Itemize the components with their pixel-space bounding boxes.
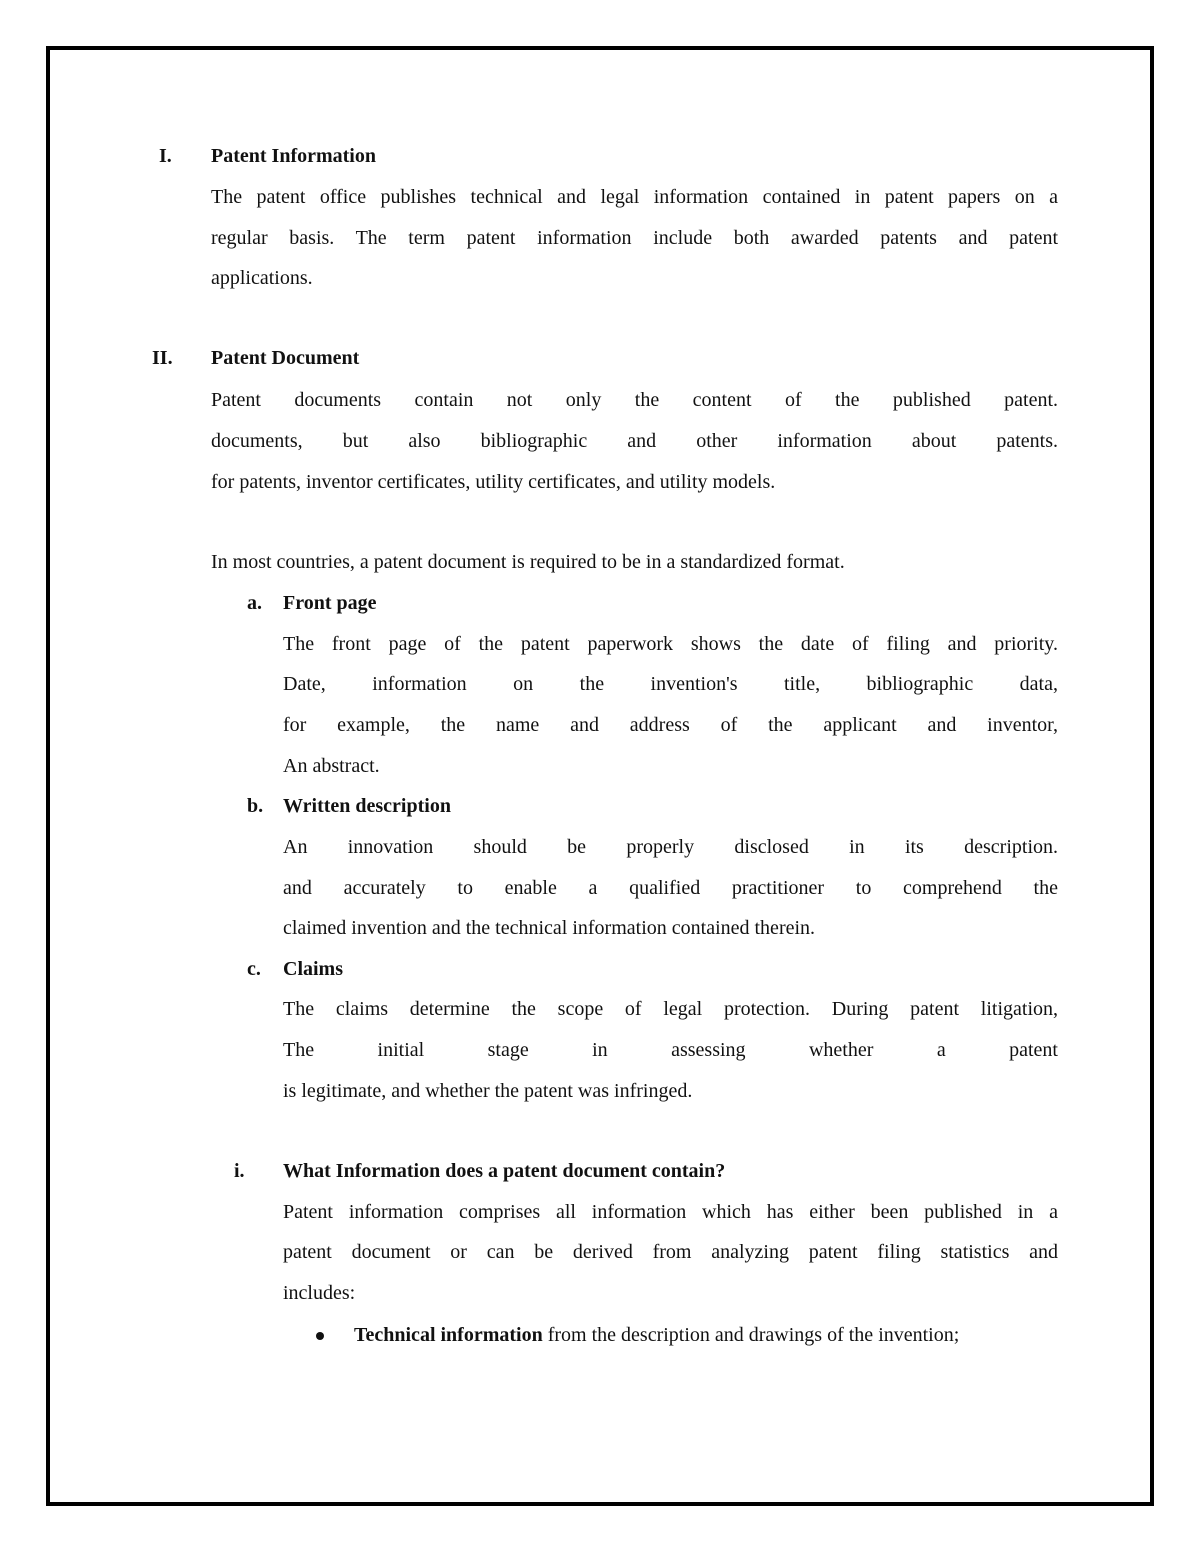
paragraph-line: regular basis. The term patent information include both awarded patents and patent xyxy=(211,227,1058,249)
question-heading: What Information does a patent document contain? xyxy=(283,1160,726,1182)
paragraph-line: and accurately to enable a qualified practitioner to comprehend the xyxy=(283,877,1058,899)
paragraph-line: The initial stage in assessing whether a patent xyxy=(283,1039,1058,1061)
paragraph-line: claimed invention and the technical information contained therein. xyxy=(283,917,816,939)
subsection-heading: Claims xyxy=(283,958,343,980)
subsection-letter: a. xyxy=(247,592,262,614)
paragraph-line: includes: xyxy=(283,1282,356,1304)
paragraph-line: An abstract. xyxy=(283,755,380,777)
paragraph-line: Patent documents contain not only the content of the published patent. xyxy=(211,389,1058,411)
paragraph-line: The front page of the patent paperwork shows the date of filing and priority. xyxy=(283,633,1058,655)
paragraph-line: patent document or can be derived from analyzing patent filing statistics and xyxy=(283,1241,1058,1263)
paragraph-line: applications. xyxy=(211,267,313,289)
bullet-dot-icon xyxy=(316,1332,324,1340)
paragraph-line: An innovation should be properly disclosed in its description. xyxy=(283,836,1058,858)
section-heading: Patent Information xyxy=(211,145,376,167)
paragraph-line: for patents, inventor certificates, utility certificates, and utility models. xyxy=(211,471,776,493)
paragraph-line: for example, the name and address of the applicant and inventor, xyxy=(283,714,1058,736)
section-numeral: II. xyxy=(152,347,173,369)
paragraph-line: Date, information on the invention's title, bibliographic data, xyxy=(283,673,1058,695)
subsection-heading: Front page xyxy=(283,592,377,614)
subsection-letter: b. xyxy=(247,795,264,817)
bullet-item xyxy=(354,1323,959,1347)
paragraph-line: is legitimate, and whether the patent was infringed. xyxy=(283,1080,693,1102)
bullet-text: from the description and drawings of the invention; xyxy=(542,1324,960,1346)
question-numeral: i. xyxy=(234,1160,245,1182)
paragraph-line: The patent office publishes technical and legal information contained in patent papers on a xyxy=(211,186,1058,208)
paragraph-line: Patent information comprises all information which has either been published in a xyxy=(283,1201,1058,1223)
subsection-heading: Written description xyxy=(283,795,451,817)
intro-paragraph: In most countries, a patent document is required to be in a standardized format. xyxy=(211,551,845,573)
paragraph-line: documents, but also bibliographic and other information about patents. xyxy=(211,430,1058,452)
section-heading: Patent Document xyxy=(211,347,360,369)
page-border xyxy=(46,46,1154,1506)
subsection-letter: c. xyxy=(247,958,261,980)
bullet-bold-term: Technical information xyxy=(354,1324,543,1346)
paragraph-line: The claims determine the scope of legal protection. During patent litigation, xyxy=(283,998,1058,1020)
section-numeral: I. xyxy=(159,145,172,167)
